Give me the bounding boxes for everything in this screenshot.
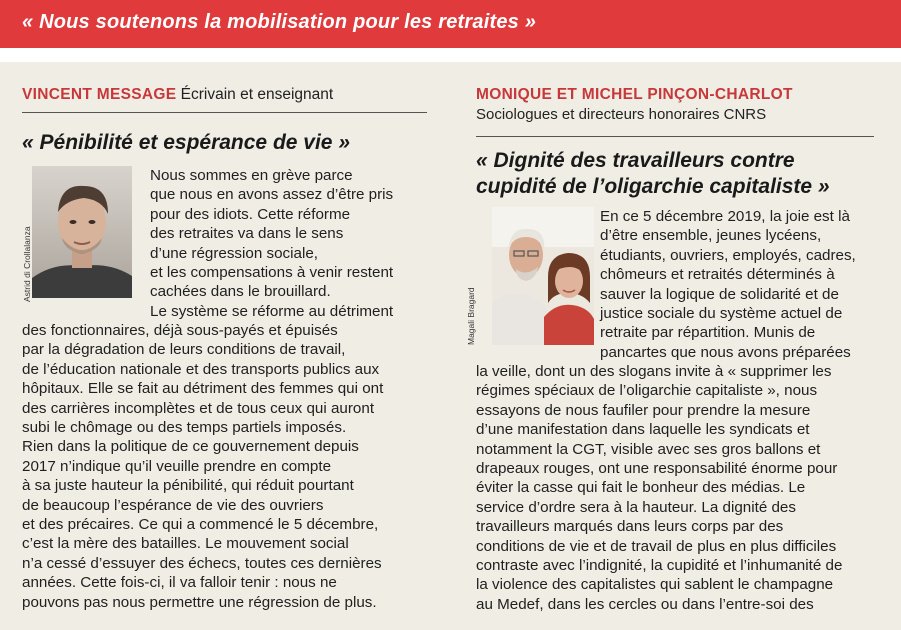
- left-top-rule: [22, 112, 427, 113]
- body-line: contraste avec l’indignité, la cupidité et l’inhumanité de: [476, 557, 843, 575]
- body-line: pancartes que nous avons préparées: [600, 343, 851, 361]
- right-headline-line: « Dignité des travailleurs contre: [476, 149, 795, 172]
- body-line: des retraites va dans le sens: [150, 225, 344, 243]
- left-author-role: Écrivain et enseignant: [180, 86, 334, 103]
- body-line: et les compensations à venir restent: [150, 264, 394, 282]
- body-line: années. Cette fois-ci, il va falloir tenir : nous ne: [22, 574, 337, 592]
- body-line: c’est la mère des batailles. Le mouvement social: [22, 535, 349, 553]
- body-line: la violence des capitalistes qui sablent le champagne: [476, 576, 834, 594]
- body-line: travailleurs marqués dans leurs corps par des: [476, 518, 784, 536]
- body-line: éviter la casse qui fait le bonheur des médias. Le: [476, 479, 806, 497]
- body-line: Le système se réforme au détriment: [150, 302, 394, 320]
- body-line: des carrières incomplètes et de tous ceux qui auront: [22, 399, 375, 417]
- body-line: notamment la CGT, visible avec ses gros ballons et: [476, 440, 821, 458]
- body-line: Rien dans la politique de ce gouvernement depuis: [22, 438, 359, 456]
- right-author-line: [476, 86, 793, 104]
- body-line: que nous en avons assez d’être pris: [150, 186, 394, 204]
- right-author-photo: [492, 207, 594, 345]
- right-headline-line: cupidité de l’oligarchie capitaliste »: [476, 175, 830, 198]
- left-body-bottom: [22, 321, 383, 612]
- right-photo-credit: Magali Bragard: [466, 287, 476, 345]
- body-line: pouvons pas nous permettre une régression de plus.: [22, 593, 377, 611]
- body-line: et des précaires. Ce qui a commencé le 5 décembre,: [22, 516, 379, 534]
- right-body-top: [600, 207, 856, 362]
- body-line: cachées dans le brouillard.: [150, 283, 331, 301]
- section-title: « Nous soutenons la mobilisation pour les retraites »: [22, 11, 537, 33]
- left-author-name: VINCENT MESSAGE: [22, 86, 177, 103]
- body-line: hôpitaux. Elle se fait au détriment des femmes qui ont: [22, 380, 384, 398]
- left-headline-line: « Pénibilité et espérance de vie »: [22, 131, 350, 154]
- right-top-rule: [476, 136, 874, 137]
- left-author-line: [22, 86, 333, 104]
- body-line: justice sociale du système actuel de: [600, 305, 843, 323]
- right-body-bottom: [476, 362, 842, 614]
- body-line: Nous sommes en grève parce: [150, 167, 353, 184]
- body-line: retraite par répartition. Munis de: [600, 324, 816, 342]
- left-photo-credit: Astrid di Crollalanza: [22, 226, 32, 302]
- body-line: la veille, dont un des slogans invite à « supprimer les: [476, 363, 832, 380]
- body-line: des fonctionnaires, déjà sous-payés et épuisés: [22, 322, 338, 339]
- body-line: à sa juste hauteur la pénibilité, qui réduit pourtant: [22, 477, 354, 495]
- body-line: subi le chômage ou des temps partiels imposés.: [22, 419, 347, 437]
- left-author-photo: [32, 166, 132, 298]
- body-line: par la dégradation de leurs conditions de travail,: [22, 341, 346, 359]
- body-line: conditions de vie et de travail de plus en plus difficiles: [476, 537, 837, 555]
- body-line: essayons de nous faufiler pour prendre la mesure: [476, 401, 811, 419]
- body-line: d’une régression sociale,: [150, 244, 319, 262]
- body-line: régimes spéciaux de l’oligarchie capitaliste », nous: [476, 382, 818, 400]
- left-headline: [22, 130, 350, 156]
- body-line: n’a cessé d’essuyer des échecs, toutes ces dernières: [22, 554, 382, 572]
- body-line: 2017 n’indique qu’il veuille prendre en compte: [22, 457, 332, 475]
- right-headline: [476, 148, 830, 200]
- section-banner: [0, 0, 901, 48]
- body-line: d’être ensemble, jeunes lycéens,: [600, 227, 822, 245]
- right-author-role: Sociologues et directeurs honoraires CNRS: [476, 106, 767, 123]
- body-line: au Medef, dans les cercles ou dans l’entre-soi des: [476, 595, 814, 613]
- body-line: sauver la logique de solidarité et de: [600, 285, 839, 303]
- right-author-name: MONIQUE ET MICHEL PINÇON-CHARLOT: [476, 86, 793, 103]
- body-line: pour des idiots. Cette réforme: [150, 205, 351, 223]
- body-line: service d’ordre sera à la hauteur. La dignité des: [476, 498, 796, 516]
- left-body-top: [150, 166, 393, 321]
- body-line: drapeaux rouges, ont une responsabilité énorme pour: [476, 460, 838, 478]
- body-line: de l’éducation nationale et des transports publics aux: [22, 360, 380, 378]
- body-line: chômeurs et retraités déterminés à: [600, 266, 835, 284]
- body-line: d’une manifestation dans laquelle les syndicats et: [476, 421, 810, 439]
- body-line: de beaucoup l’espérance de vie des ouvriers: [22, 496, 324, 514]
- body-line: En ce 5 décembre 2019, la joie est là: [600, 208, 850, 225]
- body-line: étudiants, ouvriers, employés, cadres,: [600, 246, 856, 264]
